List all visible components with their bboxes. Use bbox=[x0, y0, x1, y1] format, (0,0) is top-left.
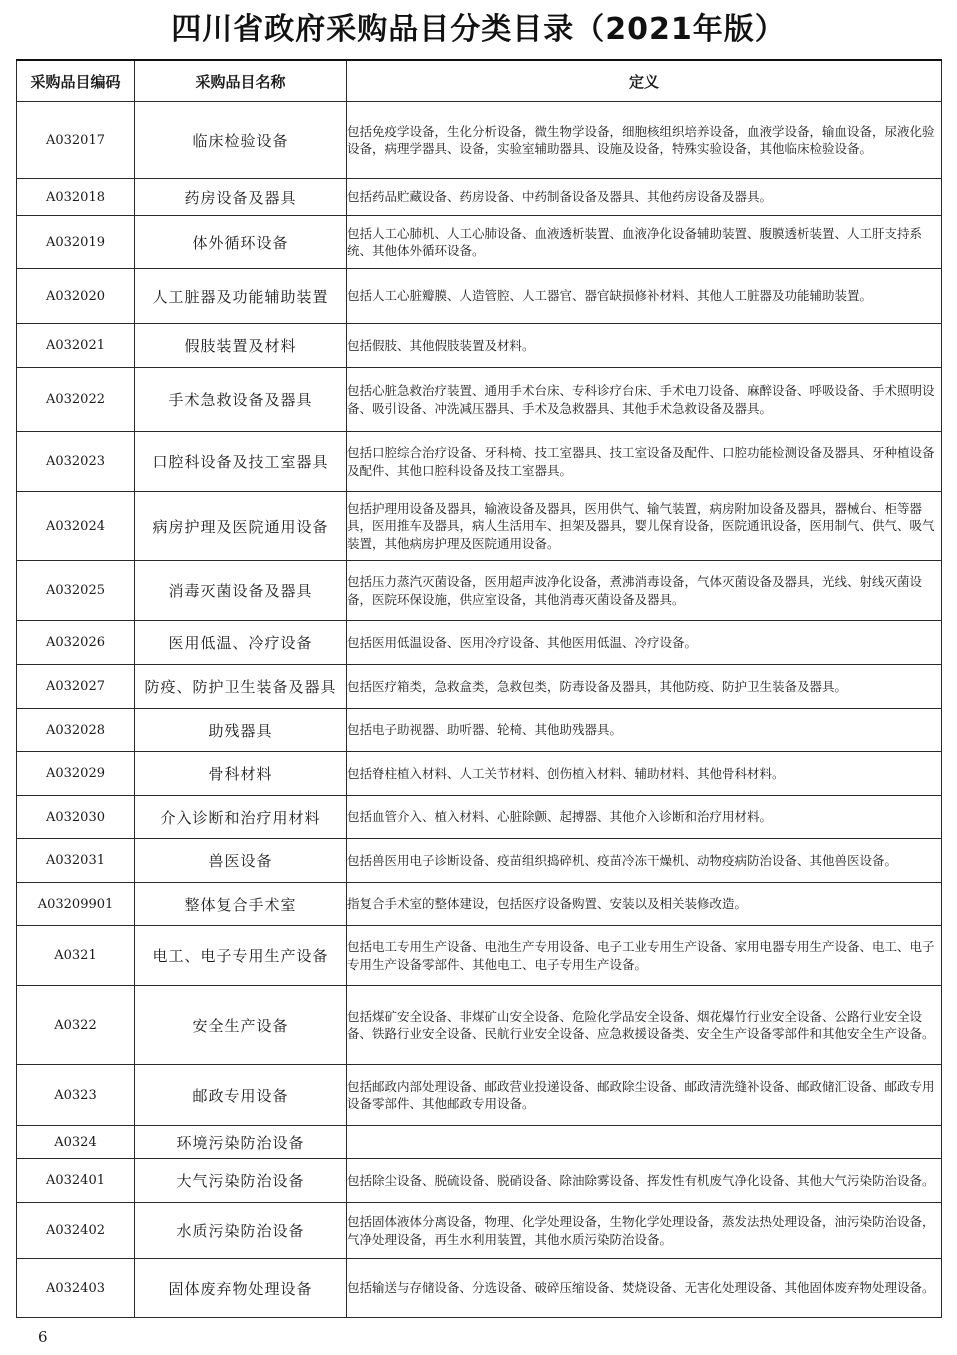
row-name: 助残器具 bbox=[135, 709, 347, 752]
row-definition: 包括输送与存储设备、分选设备、破碎压缩设备、焚烧设备、无害化处理设备、其他固体废弃物处理设备。 bbox=[347, 1259, 942, 1318]
row-definition: 包括脊柱植入材料、人工关节材料、创伤植入材料、辅助材料、其他骨科材料。 bbox=[347, 752, 942, 796]
row-code: A032030 bbox=[17, 796, 135, 839]
table-row bbox=[17, 1203, 942, 1259]
column-header-name: 采购品目名称 bbox=[135, 60, 347, 102]
table-row bbox=[17, 986, 942, 1065]
row-name: 医用低温、冷疗设备 bbox=[135, 621, 347, 665]
column-header-code: 采购品目编码 bbox=[17, 60, 135, 102]
row-code: A032027 bbox=[17, 665, 135, 709]
row-code: A032017 bbox=[17, 102, 135, 179]
row-code: A0321 bbox=[17, 926, 135, 986]
row-definition: 包括护理用设备及器具，输液设备及器具，医用供气、输气装置，病房附加设备及器具，器械台、柜等器具，医用推车及器具，病人生活用车、担架及器具，婴儿保育设备，医院通讯设备，医用制气、供气、吸气装置，其他病房护理及医院通用设备。 bbox=[347, 492, 942, 561]
row-name: 病房护理及医院通用设备 bbox=[135, 492, 347, 561]
row-code: A032021 bbox=[17, 324, 135, 368]
document-title: 四川省政府采购品目分类目录（2021年版） bbox=[171, 12, 786, 47]
table-row bbox=[17, 561, 942, 621]
row-code: A032401 bbox=[17, 1159, 135, 1203]
row-code: A032028 bbox=[17, 709, 135, 752]
row-name: 体外循环设备 bbox=[135, 216, 347, 269]
row-code: A032402 bbox=[17, 1203, 135, 1259]
row-definition: 包括药品贮藏设备、药房设备、中药制备设备及器具、其他药房设备及器具。 bbox=[347, 179, 942, 216]
table-row bbox=[17, 179, 942, 216]
row-code: A03209901 bbox=[17, 883, 135, 926]
row-definition: 包括医疗箱类，急救盒类，急救包类，防毒设备及器具，其他防疫、防护卫生装备及器具。 bbox=[347, 665, 942, 709]
table-row bbox=[17, 368, 942, 432]
row-definition: 包括除尘设备、脱硫设备、脱硝设备、除油除雾设备、挥发性有机废气净化设备、其他大气污染防治设备。 bbox=[347, 1159, 942, 1203]
row-definition: 包括口腔综合治疗设备、牙科椅、技工室器具、技工室设备及配件、口腔功能检测设备及器具、牙种植设备及配件、其他口腔科设备及技工室器具。 bbox=[347, 432, 942, 492]
table-header-row bbox=[17, 60, 942, 102]
row-definition: 指复合手术室的整体建设，包括医疗设备购置、安装以及相关装修改造。 bbox=[347, 883, 942, 926]
page-number: 6 bbox=[38, 1328, 48, 1346]
row-name: 药房设备及器具 bbox=[135, 179, 347, 216]
row-definition: 包括压力蒸汽灭菌设备，医用超声波净化设备，煮沸消毒设备，气体灭菌设备及器具，光线、射线灭菌设备，医院环保设施，供应室设备，其他消毒灭菌设备及器具。 bbox=[347, 561, 942, 621]
table-row bbox=[17, 216, 942, 269]
catalog-table bbox=[16, 59, 942, 1318]
row-name: 假肢装置及材料 bbox=[135, 324, 347, 368]
table-row bbox=[17, 926, 942, 986]
row-name: 水质污染防治设备 bbox=[135, 1203, 347, 1259]
row-name: 骨科材料 bbox=[135, 752, 347, 796]
table-row bbox=[17, 269, 942, 324]
row-definition: 包括电子助视器、助听器、轮椅、其他助残器具。 bbox=[347, 709, 942, 752]
row-definition: 包括心脏急救治疗装置、通用手术台床、专科诊疗台床、手术电刀设备、麻醉设备、呼吸设备、手术照明设备、吸引设备、冲洗减压器具、手术及急救器具、其他手术急救设备及器具。 bbox=[347, 368, 942, 432]
row-definition: 包括假肢、其他假肢装置及材料。 bbox=[347, 324, 942, 368]
row-code: A032019 bbox=[17, 216, 135, 269]
row-name: 整体复合手术室 bbox=[135, 883, 347, 926]
row-definition: 包括煤矿安全设备、非煤矿山安全设备、危险化学品安全设备、烟花爆竹行业安全设备、公路行业安全设备、铁路行业安全设备、民航行业安全设备、应急救援设备类、安全生产设备零部件和其他安全生产设备。 bbox=[347, 986, 942, 1065]
row-name: 临床检验设备 bbox=[135, 102, 347, 179]
table-row bbox=[17, 621, 942, 665]
table-row bbox=[17, 432, 942, 492]
table-row bbox=[17, 665, 942, 709]
table-row bbox=[17, 752, 942, 796]
table-row bbox=[17, 1065, 942, 1126]
row-definition: 包括人工心脏瓣膜、人造管腔、人工器官、器官缺损修补材料、其他人工脏器及功能辅助装置。 bbox=[347, 269, 942, 324]
table-row bbox=[17, 1126, 942, 1159]
row-name: 介入诊断和治疗用材料 bbox=[135, 796, 347, 839]
row-code: A032025 bbox=[17, 561, 135, 621]
row-name: 手术急救设备及器具 bbox=[135, 368, 347, 432]
table-row bbox=[17, 839, 942, 883]
table-row bbox=[17, 102, 942, 179]
row-code: A032020 bbox=[17, 269, 135, 324]
row-name: 防疫、防护卫生装备及器具 bbox=[135, 665, 347, 709]
row-name: 消毒灭菌设备及器具 bbox=[135, 561, 347, 621]
table-row bbox=[17, 492, 942, 561]
table-row bbox=[17, 1259, 942, 1318]
row-definition: 包括固体液体分离设备，物理、化学处理设备，生物化学处理设备，蒸发法热处理设备，油污染防治设备，气净处理设备，再生水利用装置，其他水质污染防治设备。 bbox=[347, 1203, 942, 1259]
table-row bbox=[17, 1159, 942, 1203]
row-code: A032029 bbox=[17, 752, 135, 796]
row-code: A032023 bbox=[17, 432, 135, 492]
row-name: 安全生产设备 bbox=[135, 986, 347, 1065]
row-name: 人工脏器及功能辅助装置 bbox=[135, 269, 347, 324]
row-definition: 包括血管介入、植入材料、心脏除颤、起搏器、其他介入诊断和治疗用材料。 bbox=[347, 796, 942, 839]
row-name: 固体废弃物处理设备 bbox=[135, 1259, 347, 1318]
row-definition: 包括医用低温设备、医用冷疗设备、其他医用低温、冷疗设备。 bbox=[347, 621, 942, 665]
column-header-definition: 定义 bbox=[347, 60, 942, 102]
row-name: 大气污染防治设备 bbox=[135, 1159, 347, 1203]
table-row bbox=[17, 883, 942, 926]
table-row bbox=[17, 796, 942, 839]
row-name: 环境污染防治设备 bbox=[135, 1126, 347, 1159]
row-name: 兽医设备 bbox=[135, 839, 347, 883]
row-name: 电工、电子专用生产设备 bbox=[135, 926, 347, 986]
row-code: A0322 bbox=[17, 986, 135, 1065]
row-definition: 包括电工专用生产设备、电池生产专用设备、电子工业专用生产设备、家用电器专用生产设备、电工、电子专用生产设备零部件、其他电工、电子专用生产设备。 bbox=[347, 926, 942, 986]
row-definition: 包括兽医用电子诊断设备、疫苗组织捣碎机、疫苗冷冻干燥机、动物疫病防治设备、其他兽医设备。 bbox=[347, 839, 942, 883]
row-code: A032031 bbox=[17, 839, 135, 883]
row-name: 邮政专用设备 bbox=[135, 1065, 347, 1126]
row-code: A0324 bbox=[17, 1126, 135, 1159]
row-code: A032018 bbox=[17, 179, 135, 216]
row-code: A032026 bbox=[17, 621, 135, 665]
table-row bbox=[17, 709, 942, 752]
row-definition: 包括人工心肺机、人工心肺设备、血液透析装置、血液净化设备辅助装置、腹膜透析装置、人工肝支持系统、其他体外循环设备。 bbox=[347, 216, 942, 269]
row-definition: 包括邮政内部处理设备、邮政营业投递设备、邮政除尘设备、邮政清洗缝补设备、邮政储汇设备、邮政专用设备零部件、其他邮政专用设备。 bbox=[347, 1065, 942, 1126]
row-code: A032022 bbox=[17, 368, 135, 432]
row-name: 口腔科设备及技工室器具 bbox=[135, 432, 347, 492]
row-code: A0323 bbox=[17, 1065, 135, 1126]
row-definition: 包括免疫学设备，生化分析设备，微生物学设备，细胞核组织培养设备，血液学设备，输血设备，尿液化验设备，病理学器具、设备，实验室辅助器具、设施及设备，特殊实验设备，其他临床检验设备。 bbox=[347, 102, 942, 179]
row-definition bbox=[347, 1126, 942, 1159]
row-code: A032403 bbox=[17, 1259, 135, 1318]
table-row bbox=[17, 324, 942, 368]
row-code: A032024 bbox=[17, 492, 135, 561]
